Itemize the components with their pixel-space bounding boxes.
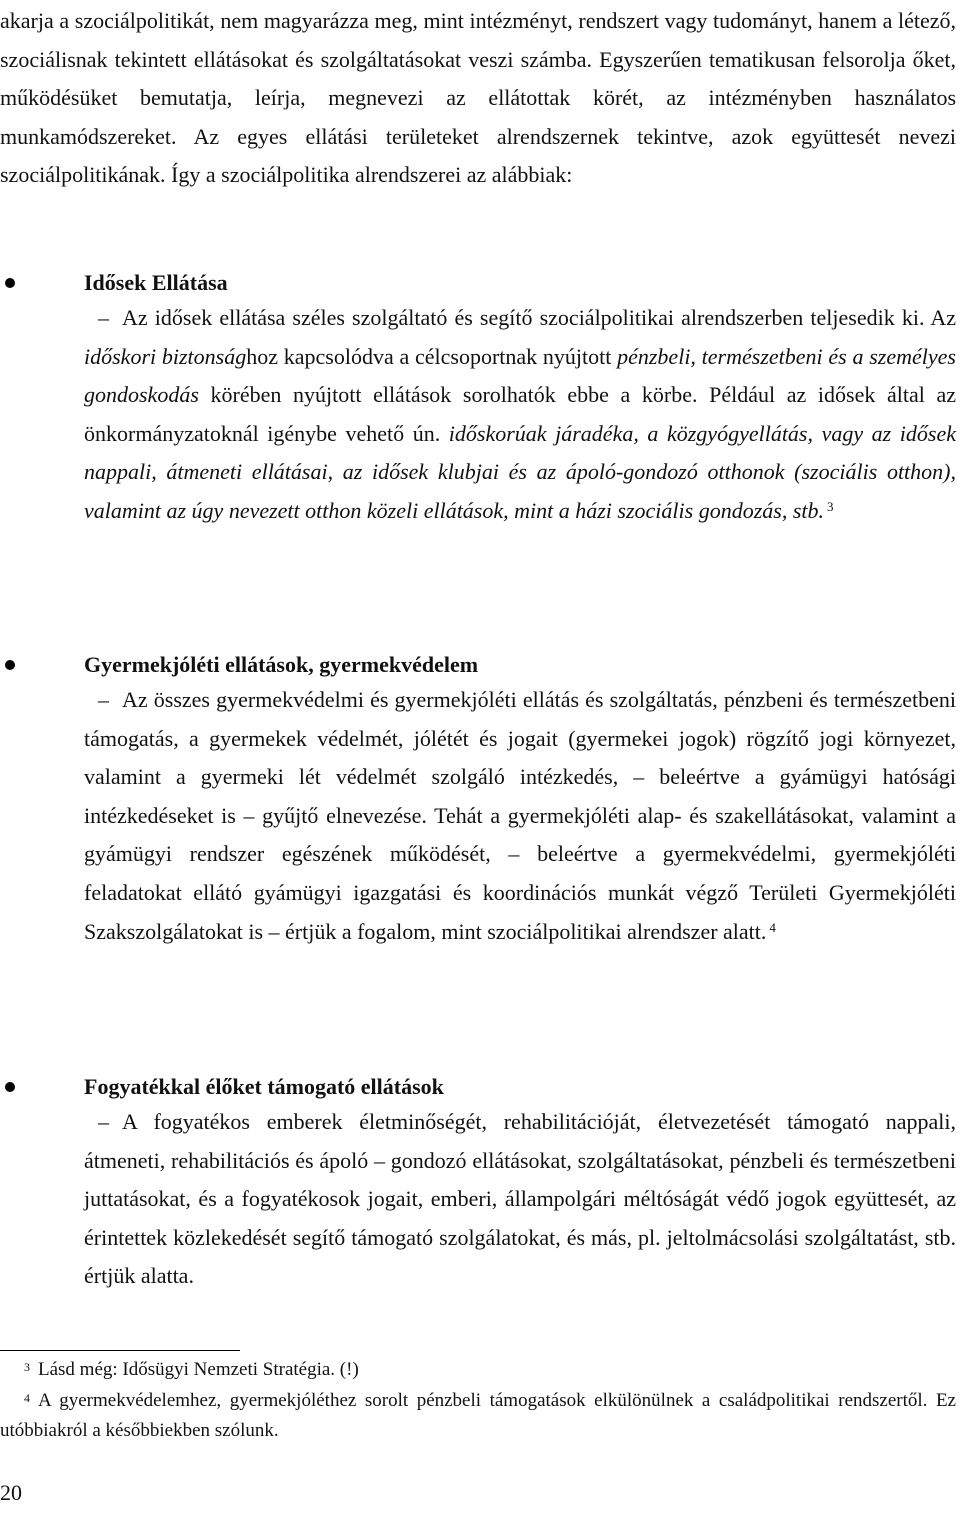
body-italic: pénzbeli, természetbeni és a személyes gondoskodás xyxy=(84,343,956,408)
footnote-ref[interactable]: 3 xyxy=(827,498,834,514)
item-heading-idosek: Idősek Ellátása xyxy=(84,270,228,295)
footnote-number: 3 xyxy=(24,1360,30,1374)
item-body-gyermek xyxy=(84,681,956,951)
body-italic: időskorúak járadéka, a közgyógyellátás, vagy az idősek nappali, átmeneti ellátásai, az idősek klubjai és az ápoló-gondozó otthonok (szociális otthon), valamint az úgy nevezett otthon közeli ellátások, mint a házi szociális gondozás, stb. xyxy=(84,420,956,523)
item-heading-gyermek: Gyermekjóléti ellátások, gyermekvédelem xyxy=(84,652,479,677)
page-number: 20 xyxy=(0,1480,22,1505)
footnote-3 xyxy=(0,1355,956,1385)
dash-glyph: – xyxy=(98,305,109,330)
body-text: hoz kapcsolódva a célcsoportnak nyújtott xyxy=(246,343,618,369)
body-text: A fogyatékos emberek életminőségét, rehabilitációját, életvezetését támogató nappali, átmeneti, rehabilitációs és ápoló – gondozó ellátásokat, szolgáltatásokat, pénzbeli és természetbeni juttatásokat, és a fogyatékosok jogait, emberi, állampolgári méltóságát védő jogok együttesét, az érintettek közlekedését segítő támogató szolgálatokat, és más, pl. jeltolmácsolási szolgáltatást, stb. értjük alatta. xyxy=(84,1109,956,1289)
footnote-text: A gyermekvédelemhez, gyermekjóléthez sorolt pénzbeli támogatások elkülönülnek a családpolitikai rendszertől. Ez utóbbiakról a későbbiekben szólunk. xyxy=(0,1390,956,1441)
footnote-ref[interactable]: 4 xyxy=(769,919,776,935)
body-text: Az idősek ellátása széles szolgáltató és segítő szociálpolitikai alrendszerben teljesedik ki. Az xyxy=(122,305,956,330)
footnote-text: Lásd még: Idősügyi Nemzeti Stratégia. (!) xyxy=(38,1359,359,1380)
bullet-icon xyxy=(5,278,15,288)
item-body-fogyatek xyxy=(84,1103,956,1296)
intro-paragraph: akarja a szociálpolitikát, nem magyarázza meg, mint intézményt, rendszert vagy tudományt, hanem a létező, szociálisnak tekintett ellátásokat és szolgáltatásokat veszi számba. Egyszerűen tematikusan felsorolja őket, működésüket bemutatja, leírja, megnevezi az ellátottak körét, az intézményben használatos munkamódszereket. Az egyes ellátási területeket alrendszernek tekintve, azok együttesét nevezi szociálpolitikának. Így a szociálpolitika alrendszerei az alábbiak: xyxy=(0,8,956,188)
body-text: körében nyújtott ellátások sorolhatók ebbe a körbe. Például az idősek által az önkormányzatoknál igénybe vehető ún. xyxy=(84,382,956,446)
body-italic: időskori biztonság xyxy=(84,343,247,369)
dash-glyph: – xyxy=(98,687,109,712)
bullet-icon xyxy=(5,1082,15,1092)
body-text: Az összes gyermekvédelmi és gyermekjóléti ellátás és szolgáltatás, pénzbeni és természetbeni támogatás, a gyermekek védelmét, jólétét és jogait (gyermekei jogok) rögzítő jogi környezet, valamint a gyermeki lét védelmét szolgáló intézkedés, – beleértve a gyámügyi hatósági intézkedéseket is – gyűjtő elnevezése. Tehát a gyermekjóléti alap- és szakellátásokat, valamint a gyámügyi rendszer egészének működését, – beleértve a gyermekvédelmi, gyermekjóléti feladatokat ellátó gyámügyi igazgatási és koordinációs munkát végző Területi Gyermekjóléti Szakszolgálatokat is – értjük a fogalom, mint szociálpolitikai alrendszer alatt. xyxy=(84,687,956,944)
footnote-divider xyxy=(0,1350,240,1351)
footnote-number: 4 xyxy=(24,1391,30,1405)
bullet-icon xyxy=(5,660,15,670)
item-body-idosek xyxy=(84,299,956,531)
footnote-4 xyxy=(0,1386,956,1446)
dash-glyph: – xyxy=(98,1109,109,1134)
item-heading-fogyatek: Fogyatékkal élőket támogató ellátások xyxy=(84,1074,444,1099)
